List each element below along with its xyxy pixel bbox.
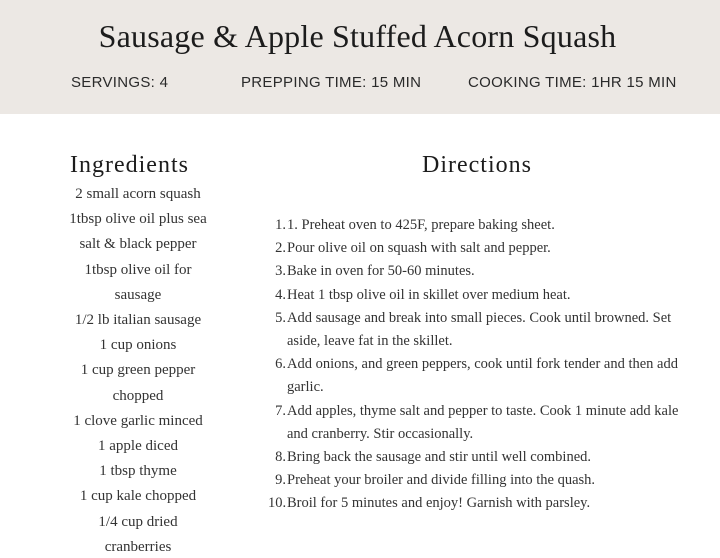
step-text: Heat 1 tbsp olive oil in skillet over medium heat. [287, 286, 571, 303]
step-text: 1. Preheat oven to 425F, prepare baking sheet. [287, 217, 555, 233]
direction-step [268, 260, 688, 283]
step-text: Broil for 5 minutes and enjoy! Garnish with parsley. [287, 495, 591, 512]
step-text: Add apples, thyme salt and pepper to taste. Cook 1 minute add kale and cranberry. Stir occasionally. [287, 402, 679, 442]
step-number: 3. [275, 263, 286, 280]
ingredient-line: sausage [114, 286, 162, 303]
prep-time-label: PREPPING TIME: 15 MIN [241, 74, 422, 91]
ingredients-heading: Ingredients [70, 152, 189, 178]
ingredient-line: salt & black pepper [79, 236, 197, 253]
step-text: Preheat your broiler and divide filling into the quash. [287, 472, 596, 489]
step-number: 2. [275, 240, 286, 257]
ingredient-line: 1tbsp olive oil plus sea [69, 211, 207, 228]
step-number: 1. [275, 217, 286, 233]
step-number: 9. [275, 472, 286, 489]
ingredient-line: 1/4 cup dried [98, 513, 178, 530]
ingredient-line: 1 cup kale chopped [79, 488, 197, 505]
step-text: Bake in oven for 50-60 minutes. [287, 263, 475, 280]
ingredient-line: 1tbsp olive oil for [84, 261, 192, 278]
step-number: 10. [268, 495, 287, 512]
direction-step [268, 469, 688, 492]
ingredient-line: 1 clove garlic minced [73, 412, 203, 429]
direction-step [268, 214, 688, 237]
servings-label: SERVINGS: 4 [71, 74, 169, 91]
ingredient-line: cranberries [104, 538, 172, 555]
ingredient-line: 1 cup onions [99, 337, 177, 354]
ingredients-list [58, 182, 218, 558]
step-number: 7. [275, 402, 286, 419]
ingredient-line: 1 tbsp thyme [99, 463, 177, 480]
direction-step [268, 237, 688, 260]
direction-step [268, 446, 688, 469]
cook-time-label: COOKING TIME: 1HR 15 MIN [468, 74, 677, 91]
directions-heading: Directions [422, 152, 532, 178]
recipe-header [0, 0, 720, 114]
step-text: Bring back the sausage and stir until well combined. [287, 449, 592, 466]
step-text: Pour olive oil on squash with salt and pepper. [287, 240, 551, 257]
ingredient-line: 1 apple diced [98, 438, 178, 455]
step-text: Add onions, and green peppers, cook until fork tender and then add garlic. [287, 356, 678, 396]
direction-step [268, 307, 688, 353]
step-number: 8. [275, 449, 286, 466]
step-text: Add sausage and break into small pieces. Cook until browned. Set aside, leave fat in the skillet. [287, 309, 672, 350]
direction-step [268, 353, 688, 399]
ingredient-line: chopped [112, 387, 164, 404]
recipe-title: Sausage & Apple Stuffed Acorn Squash [98, 18, 617, 54]
ingredient-line: 1/2 lb italian sausage [74, 312, 202, 329]
direction-step [268, 284, 688, 307]
ingredient-line: 2 small acorn squash [75, 186, 201, 202]
step-number: 5. [275, 309, 286, 326]
ingredient-line: 1 cup green pepper [80, 362, 196, 379]
step-number: 4. [275, 286, 286, 303]
step-number: 6. [275, 356, 286, 373]
directions-list [268, 214, 688, 516]
direction-step [268, 400, 688, 446]
direction-step [268, 492, 688, 515]
